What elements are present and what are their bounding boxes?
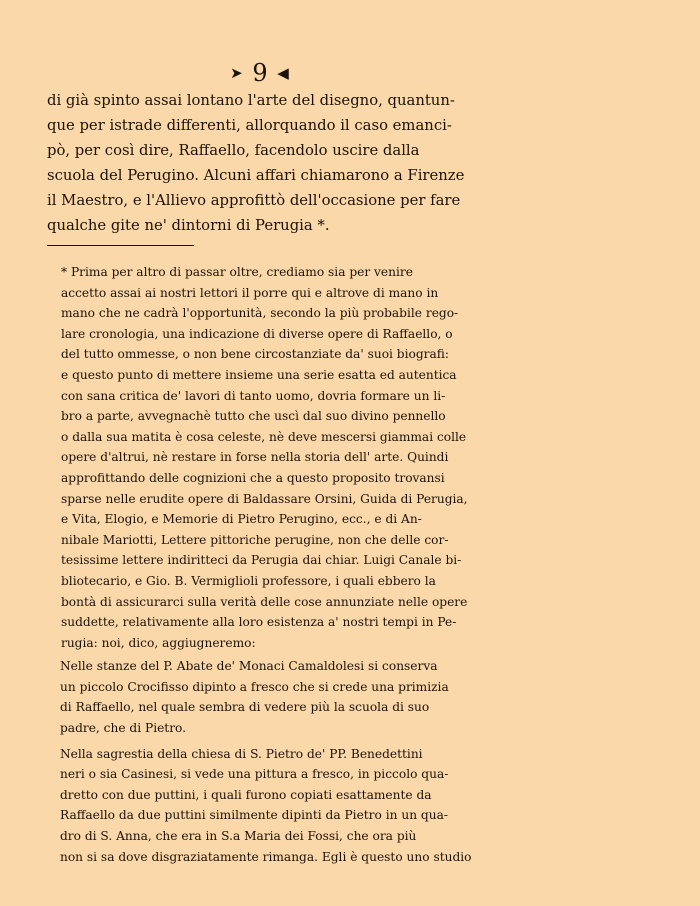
footnote-line: tesissime lettere indiritteci da Perugia dai chiar. Luigi Canale bi-	[61, 553, 462, 568]
main-text	[47, 88, 487, 238]
main-text-line: qualche gite ne' dintorni di Perugia *.	[47, 217, 330, 234]
footnote-line: con sana critica de' lavori di tanto uomo, dovria formare un li-	[61, 388, 446, 403]
main-text-line: di già spinto assai lontano l'arte del disegno, quantun-	[47, 92, 455, 109]
footnote-line: mano che ne cadrà l'opportunità, secondo la più probabile rego-	[61, 306, 459, 321]
footnote-line: Nella sagrestia della chiesa di S. Pietro de' PP. Benedettini	[60, 746, 423, 761]
footnote-line: bontà di assicurarci sulla verità delle cose annunziate nelle opere	[61, 594, 468, 609]
footnote-line: Nelle stanze del P. Abate de' Monaci Camaldolesi si conserva	[60, 659, 438, 674]
main-text-line: pò, per così dire, Raffaello, facendolo uscire dalla	[47, 142, 420, 159]
footnote-line: e questo punto di mettere insieme una serie esatta ed autentica	[61, 367, 457, 382]
footnote-divider	[47, 245, 194, 246]
page-number: 9	[252, 59, 269, 87]
footnote-line: del tutto ommesse, o non bene circostanziate da' suoi biografi:	[61, 347, 449, 362]
footnote-line: dro di S. Anna, che era in S.a Maria dei Fossi, che ora più	[60, 829, 417, 844]
footnote-line: bliotecario, e Gio. B. Vermiglioli professore, i quali ebbero la	[61, 573, 436, 588]
footnote-line: padre, che di Pietro.	[60, 721, 187, 736]
footnote-line: * Prima per altro di passar oltre, crediamo sia per venire	[61, 265, 413, 279]
footnote-line: lare cronologia, una indicazione di diverse opere di Raffaello, o	[61, 326, 453, 341]
footnote-line: non si sa dove disgraziatamente rimanga. Egli è questo uno studio	[60, 849, 472, 864]
footnote-line: e Vita, Elogio, e Memorie di Pietro Perugino, ecc., e di An-	[61, 512, 422, 527]
footnote-line: sparse nelle erudite opere di Baldassare Orsini, Guida di Perugia,	[61, 491, 468, 506]
footnote-paragraph	[40, 744, 488, 868]
ornament-right: ◀	[277, 64, 290, 82]
footnote-line: nibale Mariotti, Lettere pittoriche perugine, non che delle cor-	[61, 532, 449, 547]
footnote-paragraph	[40, 262, 488, 653]
footnote-line: Raffaello da due puttini similmente dipinti da Pietro in un qua-	[60, 808, 448, 823]
footnote-line: o dalla sua matita è cosa celeste, nè deve mescersi giammai colle	[61, 429, 467, 444]
main-text-line: il Maestro, e l'Allievo approfittò dell'occasione per fare	[47, 192, 461, 209]
ornament-left: ➤	[230, 64, 244, 82]
page-header	[0, 58, 520, 88]
footnote-line: di Raffaello, nel quale sembra di vedere più la scuola di suo	[60, 700, 430, 715]
footnote-line: accetto assai ai nostri lettori il porre qui e altrove di mano in	[61, 285, 439, 300]
footnote-line: neri o sia Casinesi, si vede una pittura a fresco, in piccolo qua-	[60, 767, 449, 782]
footnote-line: dretto con due puttini, i quali furono copiati esattamente da	[60, 787, 432, 802]
footnote	[40, 262, 488, 867]
footnote-line: un piccolo Crocifisso dipinto a fresco che si crede una primizia	[60, 679, 449, 694]
footnote-line: bro a parte, avvegnachè tutto che uscì dal suo divino pennello	[61, 409, 446, 424]
footnote-line: opere d'altrui, nè restare in forse nella storia dell' arte. Quindi	[61, 450, 449, 465]
footnote-line: suddette, relativamente alla loro esistenza a' nostri tempi in Pe-	[61, 615, 457, 630]
main-text-line: que per istrade differenti, allorquando il caso emanci-	[47, 117, 452, 134]
main-text-line: scuola del Perugino. Alcuni affari chiamarono a Firenze	[47, 167, 465, 184]
footnote-paragraph	[40, 656, 488, 738]
footnote-line: approfittando delle cognizioni che a questo proposito trovansi	[61, 470, 445, 485]
footnote-line: rugia: noi, dico, aggiugneremo:	[61, 635, 256, 650]
